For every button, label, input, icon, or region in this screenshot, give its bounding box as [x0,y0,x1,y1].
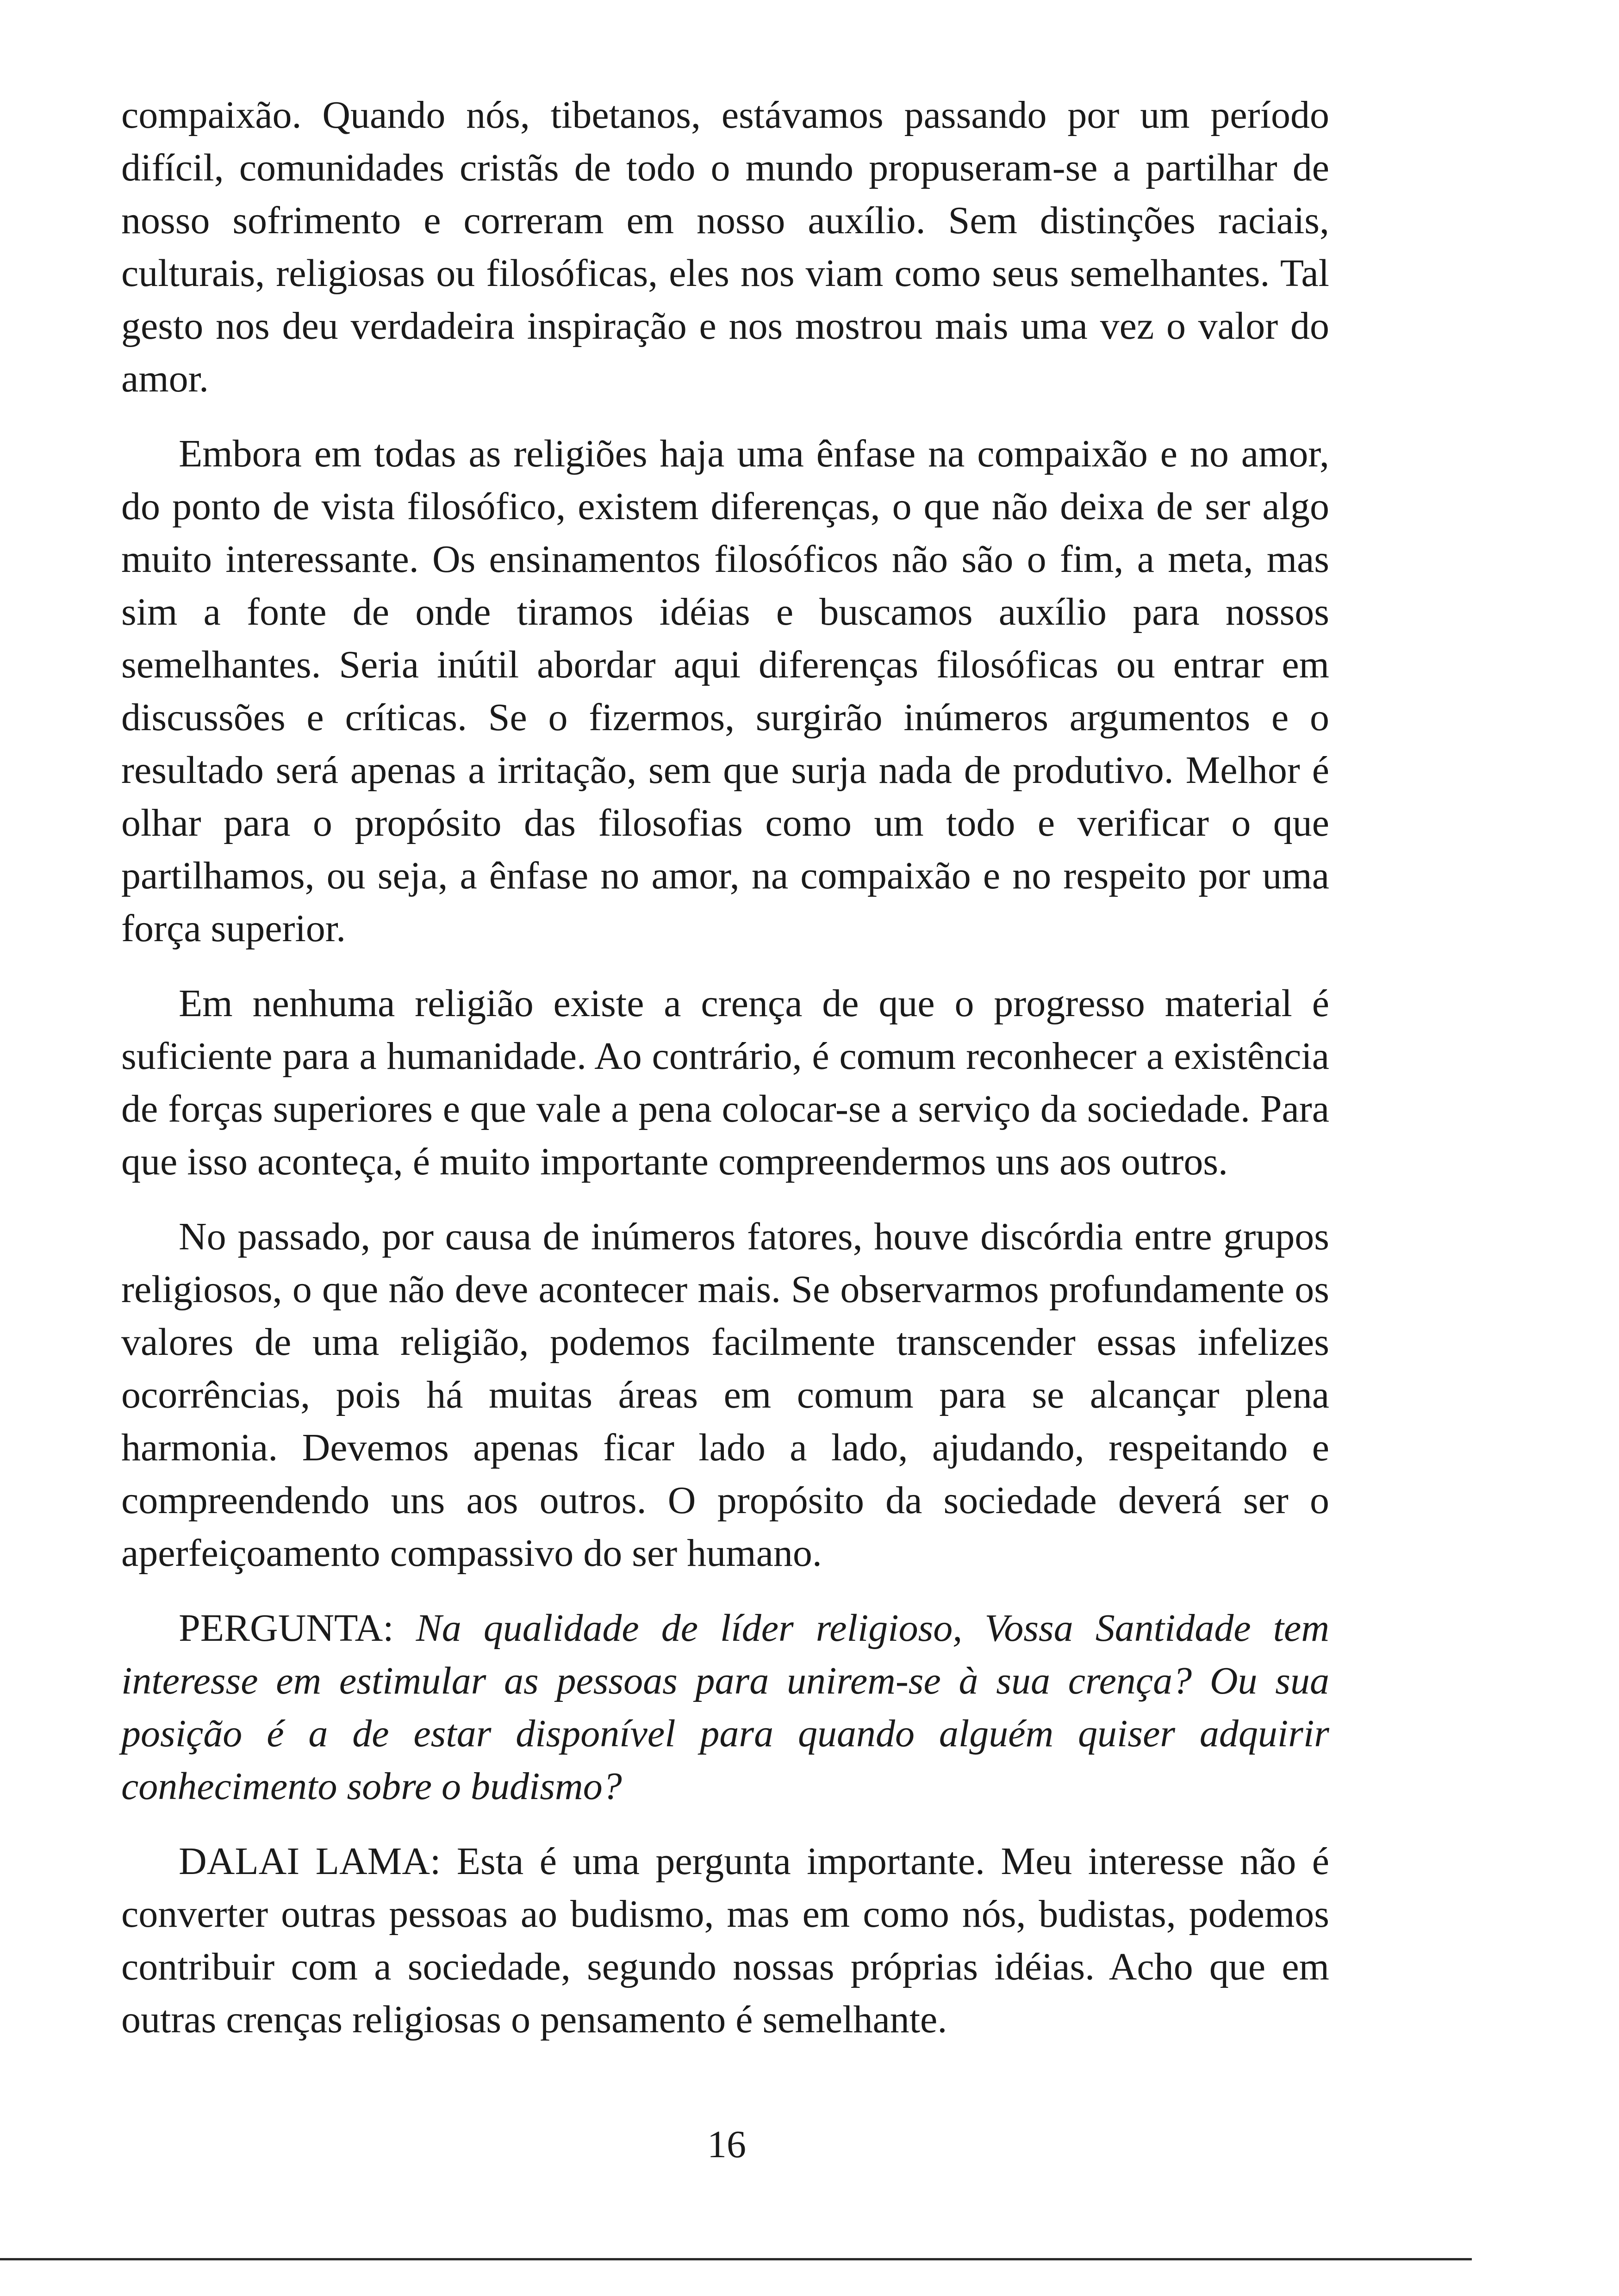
page-number: 16 [707,2123,746,2166]
paragraph-1: compaixão. Quando nós, tibetanos, estávamos passando por um período difícil, comunidades cristãs de todo o mundo propuseram-se a partilhar de nosso sofrimento e correram em nosso auxílio. Sem distinções raciais, culturais, religiosas ou filosóficas, eles nos viam como seus semelhantes. Tal gesto nos deu verdadeira inspiração e nos mostrou mais uma vez o valor do amor. [121,93,1329,400]
question-text: Na qualidade de líder religioso, Vossa Santidade tem interesse em estimular as pessoas para unirem-se à sua crença? Ou sua posição é a de estar disponível para quando alguém quiser adquirir conhecimento sobre o budismo? [121,1607,1330,1808]
answer-text: Esta é uma pergunta importante. Meu interesse não é converter outras pessoas ao budismo, mas em como nós, budistas, podemos contribuir com a sociedade, segundo nossas próprias idéias. Acho que em outras crenças religiosas o pensamento é semelhante. [121,1840,1329,2041]
paragraph-2: Embora em todas as religiões haja uma ênfase na compaixão e no amor, do ponto de vista filosófico, existem diferenças, o que não deixa de ser algo muito interessante. Os ensinamentos filosóficos não são o fim, a meta, mas sim a fonte de onde tiramos idéias e buscamos auxílio para nossos semelhantes. Seria inútil abordar aqui diferenças filosóficas ou entrar em discussões e críticas. Se o fizermos, surgirão inúmeros argumentos e o resultado será apenas a irritação, sem que surja nada de produtivo. Melhor é olhar para o propósito das filosofias como um todo e verificar o que partilhamos, ou seja, a ênfase no amor, na compaixão e no respeito por uma força superior. [121,432,1329,950]
answer-label: DALAI LAMA: [179,1840,441,1883]
answer-paragraph [121,1835,1329,2046]
page-body-text [121,89,1329,2068]
question-paragraph [121,1602,1329,1813]
paragraph-3: Em nenhuma religião existe a crença de que o progresso material é suficiente para a humanidade. Ao contrário, é comum reconhecer a existência de forças superiores e que vale a pena colocar-se a serviço da sociedade. Para que isso aconteça, é muito importante compreendermos uns aos outros. [121,982,1329,1183]
question-label: PERGUNTA: [179,1607,394,1650]
bottom-rule [0,2258,1472,2260]
paragraph-4: No passado, por causa de inúmeros fatores, houve discórdia entre grupos religiosos, o que não deve acontecer mais. Se observarmos profundamente os valores de uma religião, podemos facilmente transcender essas infelizes ocorrências, pois há muitas áreas em comum para se alcançar plena harmonia. Devemos apenas ficar lado a lado, ajudando, respeitando e compreendendo uns aos outros. O propósito da sociedade deverá ser o aperfeiçoamento compassivo do ser humano. [121,1215,1329,1575]
